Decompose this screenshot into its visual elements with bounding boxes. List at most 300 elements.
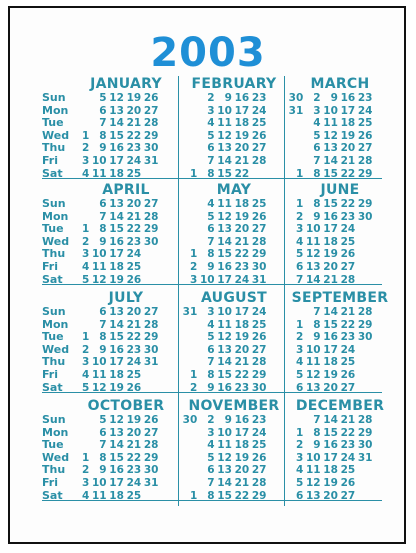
- month-block: [288, 398, 392, 502]
- day-cell: 21: [340, 414, 356, 426]
- day-cell: 19: [323, 368, 338, 381]
- day-cell: 10: [217, 306, 232, 318]
- day-cell: 13: [217, 223, 232, 236]
- day-cell: 31: [288, 104, 304, 117]
- day-cell: 8: [99, 129, 107, 142]
- day-cell: 26: [251, 451, 267, 464]
- day-cell: 21: [234, 154, 250, 167]
- day-cell: 1: [81, 129, 90, 142]
- weekday-label: Sat: [42, 380, 63, 394]
- day-cell: 20: [323, 381, 338, 394]
- day-cell: 26: [340, 476, 356, 489]
- weekday-label: Thu: [42, 463, 66, 477]
- day-cell: 13: [109, 104, 124, 117]
- day-cell: 3: [295, 343, 304, 356]
- month-block: [288, 76, 392, 180]
- month-day-grid: [74, 92, 178, 180]
- day-cell: 4: [207, 439, 215, 452]
- day-cell: 18: [323, 356, 338, 369]
- day-cell: 4: [207, 117, 215, 130]
- day-cell: 8: [207, 167, 215, 180]
- day-cell: [74, 105, 91, 118]
- month-block: [74, 182, 178, 286]
- day-cell: 31: [143, 476, 159, 489]
- day-cell: [182, 223, 199, 236]
- day-cell: [288, 142, 305, 155]
- day-cell: 31: [143, 154, 159, 167]
- day-cell: 14: [217, 235, 232, 248]
- day-cell: 5: [295, 476, 304, 489]
- day-cell: 2: [295, 331, 304, 344]
- day-cell: 28: [251, 154, 267, 167]
- day-cell: 17: [340, 104, 356, 117]
- day-cell: 25: [251, 117, 267, 130]
- day-cell: [74, 414, 91, 427]
- day-cell: 29: [251, 368, 267, 381]
- day-cell: 30: [251, 381, 267, 394]
- day-cell: 21: [126, 117, 142, 130]
- month-block: [288, 290, 392, 394]
- month-name: NOVEMBER: [188, 398, 280, 414]
- day-cell: 18: [323, 235, 338, 248]
- day-cell: 28: [143, 210, 159, 223]
- month-day-grid: [74, 414, 178, 502]
- weekday-label: Sun: [42, 197, 66, 210]
- day-cell: 14: [217, 476, 232, 489]
- day-cell: [182, 439, 199, 452]
- day-cell: 8: [207, 489, 215, 502]
- day-cell: 10: [91, 476, 107, 489]
- day-cell: 25: [251, 318, 267, 331]
- day-cell: 23: [251, 414, 267, 426]
- day-cell: 16: [234, 414, 250, 426]
- day-cell: 17: [109, 248, 124, 261]
- day-cell: 1: [189, 167, 198, 180]
- weekday-label: Wed: [42, 234, 70, 248]
- day-cell: 20: [234, 464, 250, 477]
- day-cell: 6: [207, 223, 215, 236]
- day-cell: 26: [143, 92, 159, 104]
- day-cell: 9: [99, 235, 107, 248]
- day-cell: [74, 211, 91, 224]
- day-cell: 31: [357, 451, 373, 464]
- day-cell: 19: [340, 129, 356, 142]
- day-cell: 7: [99, 318, 107, 331]
- column-divider: [284, 76, 285, 506]
- day-cell: 6: [207, 142, 215, 155]
- day-cell: 21: [234, 235, 250, 248]
- day-cell: 14: [109, 210, 124, 223]
- day-cell: 28: [251, 235, 267, 248]
- day-cell: 14: [109, 318, 124, 331]
- day-cell: 28: [251, 476, 267, 489]
- month-day-grid: [182, 306, 286, 394]
- day-cell: 18: [234, 117, 250, 130]
- weekday-label: Fri: [42, 475, 59, 489]
- weekday-label: Fri: [42, 259, 59, 273]
- day-cell: 3: [313, 104, 321, 117]
- day-cell: [143, 261, 160, 274]
- day-cell: [182, 236, 199, 249]
- day-cell: 15: [217, 248, 232, 261]
- day-cell: [74, 306, 91, 319]
- day-cell: 23: [126, 142, 142, 155]
- day-cell: 17: [323, 223, 338, 236]
- day-cell: 1: [81, 331, 90, 344]
- day-cell: [182, 356, 199, 369]
- day-cell: 24: [234, 273, 250, 286]
- day-cell: 29: [143, 451, 159, 464]
- month-day-grid: [288, 414, 392, 502]
- month-block: [182, 290, 286, 394]
- day-cell: 23: [251, 92, 267, 104]
- day-cell: 12: [91, 381, 107, 394]
- day-cell: [74, 439, 91, 452]
- weekday-label: Tue: [42, 438, 64, 452]
- day-cell: 6: [99, 306, 107, 318]
- day-cell: 2: [81, 235, 90, 248]
- day-cell: 3: [295, 223, 304, 236]
- day-cell: [182, 92, 199, 105]
- day-cell: [182, 105, 199, 118]
- day-cell: 10: [91, 248, 107, 261]
- weekday-label: Wed: [42, 128, 70, 142]
- weekday-label: Fri: [42, 367, 59, 381]
- day-cell: 23: [340, 331, 356, 344]
- day-cell: 4: [295, 356, 304, 369]
- quarter-row: [0, 76, 416, 186]
- day-cell: 15: [217, 368, 232, 381]
- day-cell: 1: [295, 167, 304, 180]
- day-cell: 14: [217, 154, 232, 167]
- day-cell: 8: [313, 198, 321, 210]
- day-cell: 12: [217, 210, 232, 223]
- day-cell: 15: [323, 318, 338, 331]
- weekday-label: Fri: [42, 153, 59, 167]
- day-cell: 25: [251, 198, 267, 210]
- day-cell: 29: [357, 198, 373, 210]
- day-cell: 27: [143, 306, 159, 318]
- month-name: OCTOBER: [87, 398, 165, 414]
- day-cell: 7: [207, 476, 215, 489]
- day-cell: 13: [109, 198, 124, 210]
- day-cell: 2: [81, 464, 90, 477]
- month-day-grid: [182, 414, 286, 502]
- quarter-row: [0, 290, 416, 400]
- day-cell: 19: [109, 273, 124, 286]
- day-cell: 3: [295, 451, 304, 464]
- month-day-grid: [182, 92, 286, 180]
- day-cell: 24: [357, 104, 373, 117]
- month-block: [74, 398, 178, 502]
- day-cell: 8: [207, 368, 215, 381]
- day-cell: 12: [91, 273, 107, 286]
- day-cell: 3: [81, 154, 90, 167]
- day-cell: 26: [340, 248, 356, 261]
- day-cell: 23: [126, 343, 142, 356]
- day-cell: 19: [234, 331, 250, 344]
- month-block: [182, 398, 286, 502]
- day-cell: 28: [143, 439, 159, 452]
- day-cell: 5: [81, 381, 90, 394]
- day-cell: 25: [126, 167, 142, 180]
- day-cell: 8: [99, 223, 107, 236]
- day-cell: 22: [340, 426, 356, 439]
- month-day-grid: [74, 306, 178, 394]
- day-cell: 19: [234, 451, 250, 464]
- day-cell: 27: [251, 142, 267, 155]
- day-cell: 18: [234, 318, 250, 331]
- day-cell: 12: [305, 248, 321, 261]
- day-cell: 13: [217, 464, 232, 477]
- day-cell: [357, 248, 374, 261]
- day-cell: 10: [217, 104, 232, 117]
- day-cell: [74, 319, 91, 332]
- day-cell: [182, 452, 199, 465]
- day-cell: 15: [109, 223, 124, 236]
- day-cell: 1: [295, 198, 304, 210]
- day-cell: 13: [323, 142, 338, 155]
- day-cell: 17: [234, 104, 250, 117]
- day-cell: 17: [234, 306, 250, 318]
- day-cell: 19: [126, 92, 142, 104]
- day-cell: 30: [251, 260, 267, 273]
- day-cell: 19: [323, 476, 338, 489]
- day-cell: 15: [109, 451, 124, 464]
- day-cell: 6: [313, 142, 321, 155]
- day-cell: [143, 369, 160, 382]
- day-cell: 12: [109, 414, 124, 426]
- day-cell: 14: [109, 439, 124, 452]
- day-cell: 22: [234, 167, 250, 180]
- weekday-label: Sun: [42, 305, 66, 318]
- day-cell: 30: [357, 439, 373, 452]
- day-cell: 5: [207, 129, 215, 142]
- day-cell: 23: [234, 381, 250, 394]
- day-cell: 24: [340, 223, 356, 236]
- day-cell: 18: [234, 439, 250, 452]
- day-cell: 2: [295, 439, 304, 452]
- day-cell: 8: [313, 426, 321, 439]
- weekday-label: Thu: [42, 355, 66, 369]
- weekday-label: Tue: [42, 222, 64, 236]
- day-cell: 18: [323, 464, 338, 477]
- day-cell: 9: [330, 92, 338, 104]
- day-cell: [182, 211, 199, 224]
- row-divider: [42, 178, 382, 179]
- day-cell: 1: [189, 489, 198, 502]
- day-cell: 2: [207, 92, 215, 104]
- day-cell: 11: [217, 198, 232, 210]
- weekday-label: Sun: [42, 413, 66, 426]
- day-cell: 27: [340, 260, 356, 273]
- day-cell: 6: [99, 426, 107, 439]
- day-cell: 20: [323, 489, 338, 502]
- month-name: JULY: [108, 290, 144, 306]
- day-cell: 27: [340, 381, 356, 394]
- day-cell: 9: [99, 464, 107, 477]
- day-cell: 7: [313, 414, 321, 426]
- day-cell: 10: [305, 451, 321, 464]
- day-cell: 6: [295, 260, 304, 273]
- day-cell: 6: [295, 489, 304, 502]
- day-cell: 7: [313, 306, 321, 318]
- quarter-row: [0, 398, 416, 508]
- day-cell: 9: [99, 142, 107, 155]
- day-cell: 22: [340, 318, 356, 331]
- month-name: MARCH: [310, 76, 370, 92]
- day-cell: 20: [234, 223, 250, 236]
- day-cell: 20: [126, 306, 142, 318]
- day-cell: 6: [99, 198, 107, 210]
- day-cell: 5: [207, 210, 215, 223]
- day-cell: 16: [109, 235, 124, 248]
- day-cell: [357, 356, 374, 369]
- day-cell: 25: [126, 368, 142, 381]
- day-cell: 5: [81, 273, 90, 286]
- weekday-label: Mon: [42, 317, 69, 331]
- day-cell: 8: [313, 318, 321, 331]
- weekday-label: Tue: [42, 116, 64, 130]
- month-day-grid: [182, 198, 286, 286]
- day-cell: [182, 155, 199, 168]
- day-cell: 16: [109, 142, 124, 155]
- day-cell: 31: [182, 306, 198, 318]
- day-cell: 20: [126, 104, 142, 117]
- day-cell: 5: [313, 129, 321, 142]
- day-cell: 5: [207, 331, 215, 344]
- day-cell: 13: [305, 489, 321, 502]
- day-cell: 21: [234, 476, 250, 489]
- day-cell: 11: [217, 117, 232, 130]
- day-cell: 21: [340, 154, 356, 167]
- day-cell: [288, 155, 305, 168]
- day-cell: 17: [323, 451, 338, 464]
- day-cell: 22: [234, 489, 250, 502]
- weekday-label: Mon: [42, 209, 69, 223]
- day-cell: 19: [126, 414, 142, 426]
- day-cell: 27: [340, 489, 356, 502]
- month-name: APRIL: [102, 182, 150, 198]
- day-cell: 11: [91, 489, 107, 502]
- day-cell: 29: [143, 331, 159, 344]
- day-cell: 9: [99, 343, 107, 356]
- day-cell: 13: [217, 343, 232, 356]
- day-cell: 23: [357, 92, 373, 104]
- day-cell: 24: [251, 426, 267, 439]
- day-cell: 28: [143, 318, 159, 331]
- day-cell: [74, 427, 91, 440]
- day-cell: 24: [251, 104, 267, 117]
- day-cell: 22: [340, 198, 356, 210]
- day-cell: 3: [81, 356, 90, 369]
- day-cell: 6: [207, 464, 215, 477]
- day-cell: [74, 92, 91, 105]
- day-cell: 25: [126, 260, 142, 273]
- day-cell: 30: [182, 414, 198, 426]
- day-cell: 17: [109, 154, 124, 167]
- month-name: SEPTEMBER: [291, 290, 389, 306]
- day-cell: 22: [126, 223, 142, 236]
- day-cell: 2: [295, 210, 304, 223]
- day-cell: 23: [340, 439, 356, 452]
- day-cell: 11: [217, 318, 232, 331]
- day-cell: [288, 130, 305, 143]
- day-cell: 7: [295, 273, 304, 286]
- month-block: [288, 182, 392, 286]
- day-cell: 14: [109, 117, 124, 130]
- day-cell: 13: [305, 381, 321, 394]
- day-cell: 6: [295, 381, 304, 394]
- day-cell: 5: [207, 451, 215, 464]
- day-cell: [357, 464, 374, 477]
- day-cell: 13: [109, 426, 124, 439]
- day-cell: 28: [357, 154, 373, 167]
- day-cell: 1: [295, 318, 304, 331]
- day-cell: 15: [217, 167, 232, 180]
- day-cell: 4: [207, 198, 215, 210]
- day-cell: 23: [126, 464, 142, 477]
- day-cell: 13: [305, 260, 321, 273]
- day-cell: 5: [99, 92, 107, 104]
- day-cell: 25: [340, 464, 356, 477]
- day-cell: 10: [323, 104, 338, 117]
- day-cell: 26: [251, 210, 267, 223]
- month-name: JUNE: [320, 182, 360, 198]
- day-cell: 6: [207, 343, 215, 356]
- day-cell: 3: [207, 306, 215, 318]
- day-cell: 4: [81, 260, 90, 273]
- day-cell: 31: [251, 273, 267, 286]
- day-cell: 22: [234, 368, 250, 381]
- day-cell: 17: [109, 476, 124, 489]
- day-cell: 19: [109, 381, 124, 394]
- day-cell: 22: [126, 129, 142, 142]
- day-cell: 22: [234, 248, 250, 261]
- weekday-label: Sat: [42, 272, 63, 286]
- day-cell: 5: [99, 414, 107, 426]
- day-cell: 21: [234, 356, 250, 369]
- day-cell: 7: [207, 154, 215, 167]
- month-block: [182, 76, 286, 180]
- day-cell: 4: [81, 368, 90, 381]
- day-cell: 29: [357, 167, 373, 180]
- day-cell: 2: [81, 343, 90, 356]
- month-name: MAY: [216, 182, 252, 198]
- day-cell: [182, 117, 199, 130]
- day-cell: 10: [199, 273, 215, 286]
- day-cell: 16: [109, 343, 124, 356]
- month-name: DECEMBER: [295, 398, 385, 414]
- month-day-grid: [288, 306, 392, 394]
- day-cell: [182, 198, 199, 211]
- day-cell: 18: [109, 167, 124, 180]
- weekday-label: Mon: [42, 425, 69, 439]
- day-cell: 12: [217, 331, 232, 344]
- row-divider: [42, 500, 382, 501]
- day-cell: 16: [109, 464, 124, 477]
- day-cell: 27: [357, 142, 373, 155]
- month-name: FEBRUARY: [191, 76, 277, 92]
- day-cell: 15: [323, 426, 338, 439]
- day-cell: 4: [207, 318, 215, 331]
- day-cell: 30: [357, 210, 373, 223]
- day-cell: 8: [207, 248, 215, 261]
- day-cell: 7: [99, 117, 107, 130]
- row-divider: [42, 284, 382, 285]
- day-cell: [182, 344, 199, 357]
- day-cell: 4: [295, 235, 304, 248]
